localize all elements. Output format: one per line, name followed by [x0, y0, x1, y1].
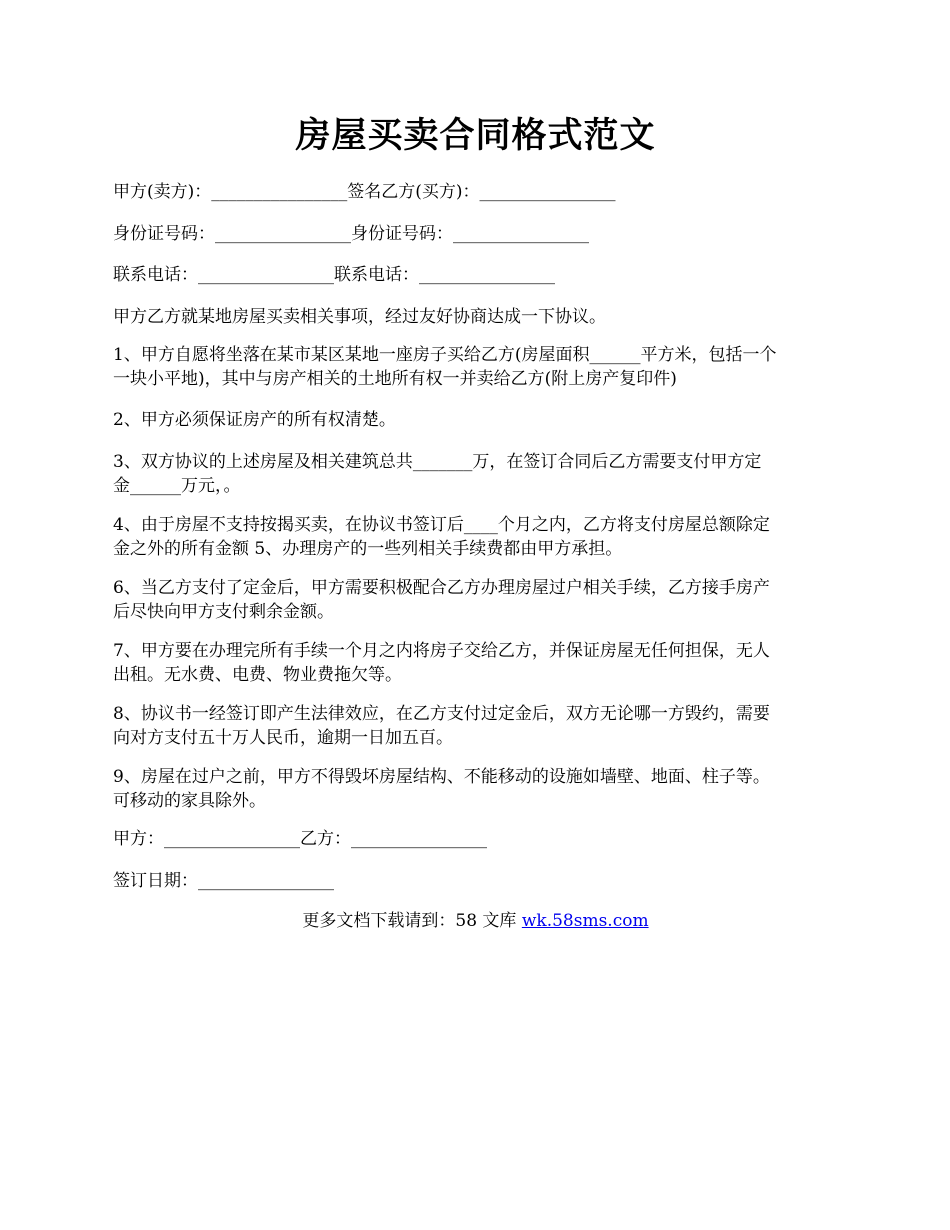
clause-8-line-2: 向对方支付五十万人民币，逾期一日加五百。 — [113, 728, 453, 748]
clause-8 — [113, 702, 838, 750]
clause-9-line-2: 可移动的家具除外。 — [113, 791, 266, 811]
clause-8-line-1: 8、协议书一经签订即产生法律效应，在乙方支付过定金后，双方无论哪一方毁约，需要 — [113, 704, 770, 724]
clause-6-line-1: 6、当乙方支付了定金后，甲方需要积极配合乙方办理房屋过户相关手续，乙方接手房产 — [113, 578, 770, 598]
document-title: 房屋买卖合同格式范文 — [295, 115, 656, 156]
clause-9-line-1: 9、房屋在过户之前，甲方不得毁坏房屋结构、不能移动的设施如墙壁、地面、柱子等。 — [113, 767, 770, 787]
clause-4 — [113, 513, 838, 561]
clause-6 — [113, 576, 838, 624]
clause-4-line-1: 4、由于房屋不支持按揭买卖，在协议书签订后____个月之内，乙方将支付房屋总额除定 — [113, 515, 770, 535]
clause-1-line-1: 1、甲方自愿将坐落在某市某区某地一座房子买给乙方(房屋面积______平方米，包括一个 — [113, 345, 777, 365]
clause-7 — [113, 639, 838, 687]
clause-7-line-2: 出租。无水费、电费、物业费拖欠等。 — [113, 665, 402, 685]
clause-1-line-2: 一块小平地)，其中与房产相关的土地所有权一并卖给乙方(附上房产复印件) — [113, 369, 677, 389]
sign-date-line: 签订日期：________________ — [113, 871, 334, 891]
id-number-line: 身份证号码：________________身份证号码：________________ — [113, 224, 589, 244]
clause-7-line-1: 7、甲方要在办理完所有手续一个月之内将房子交给乙方，并保证房屋无任何担保，无人 — [113, 641, 770, 661]
party-line: 甲方(卖方)：________________签名乙方(买方)：________________ — [113, 182, 616, 202]
clause-2 — [113, 408, 838, 432]
clause-4-line-2: 金之外的所有金额 5、办理房产的一些列相关手续费都由甲方承担。 — [113, 539, 623, 559]
clause-3 — [113, 450, 838, 498]
clause-9 — [113, 765, 838, 813]
clause-1 — [113, 343, 838, 391]
footer-link[interactable]: wk.58sms.com — [521, 911, 649, 931]
clause-6-line-2: 后尽快向甲方支付剩余金额。 — [113, 602, 334, 622]
download-footer — [113, 909, 838, 933]
clause-3-line-1: 3、双方协议的上述房屋及相关建筑总共_______万，在签订合同后乙方需要支付甲方定 — [113, 452, 762, 472]
intro-paragraph: 甲方乙方就某地房屋买卖相关事项，经过友好协商达成一下协议。 — [113, 307, 606, 327]
phone-line: 联系电话：________________联系电话：________________ — [113, 265, 555, 285]
clause-3-line-2: 金______万元，。 — [113, 476, 241, 496]
footer-text: 更多文档下载请到：58 文库 — [302, 911, 522, 931]
clause-2-line-1: 2、甲方必须保证房产的所有权清楚。 — [113, 410, 396, 430]
signature-line: 甲方：________________乙方：________________ — [113, 829, 487, 849]
